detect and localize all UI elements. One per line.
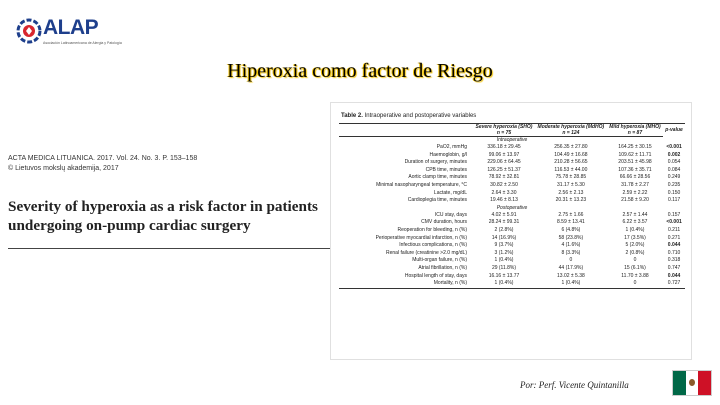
moderate-value: 256.35 ± 27.80 xyxy=(554,144,588,150)
severe-value: 16.16 ± 13.77 xyxy=(488,272,520,279)
row-label: Multi-organ failure, n (%) xyxy=(412,257,467,264)
row-label: Haemoglobin, g/l xyxy=(429,151,467,158)
row-label: CMV duration, hours xyxy=(421,219,467,226)
p-value: 0.211 xyxy=(667,226,681,233)
severe-value: 19.46 ± 8.13 xyxy=(490,197,518,204)
mild-value: 5 (2.0%) xyxy=(625,242,645,249)
moderate-value: 31.17 ± 5.30 xyxy=(557,181,585,188)
mild-value: 17 (3.5%) xyxy=(624,234,646,241)
row-label: Infectious complications, n (%) xyxy=(399,242,467,249)
mild-value: 15 (6.1%) xyxy=(624,264,646,271)
p-value: 0.235 xyxy=(667,181,681,188)
severe-value: 336.18 ± 29.45 xyxy=(487,144,521,150)
variables-table xyxy=(339,123,685,289)
moderate-value: 8 (3.3%) xyxy=(561,249,581,256)
p-value: 0.727 xyxy=(663,280,685,288)
mild-value: 2.57 ± 1.44 xyxy=(622,211,648,218)
table-row xyxy=(339,219,685,227)
slide-title xyxy=(0,60,720,83)
mild-value: 2 (0.8%) xyxy=(625,249,645,256)
p-value: 0.157 xyxy=(667,211,681,218)
table-row xyxy=(339,250,685,258)
table-row xyxy=(339,182,685,190)
p-value: 0.249 xyxy=(667,174,681,181)
row-label: Hospital length of stay, days xyxy=(404,272,467,279)
header-pvalue: p-value xyxy=(663,124,685,137)
section-postoperative xyxy=(339,205,685,212)
p-value: 0.710 xyxy=(667,249,681,256)
p-value: 0.150 xyxy=(667,189,681,196)
p-value: <0.001 xyxy=(666,219,682,226)
flag-stripe-white xyxy=(686,371,699,395)
mild-value: 21.58 ± 9.20 xyxy=(621,197,649,204)
mild-value: 107.36 ± 35.71 xyxy=(618,166,652,173)
table-row xyxy=(339,242,685,250)
p-value: 0.318 xyxy=(667,257,681,264)
mild-value: 109.62 ± 11.71 xyxy=(618,151,652,158)
p-value: 0.054 xyxy=(667,159,681,166)
table-row xyxy=(339,152,685,160)
severe-value: 28.24 ± 99.31 xyxy=(488,219,520,226)
severe-value: 229.06 ± 64.45 xyxy=(487,159,521,166)
moderate-value: 8.59 ± 13.41 xyxy=(557,219,585,226)
p-value: 0.084 xyxy=(667,166,681,173)
severe-value: 78.92 ± 32.81 xyxy=(488,174,520,181)
author-credit: Por: Perf. Vicente Quintanilla xyxy=(520,380,629,390)
table-row xyxy=(339,280,685,288)
journal-line-1: ACTA MEDICA LITUANICA. 2017. Vol. 24. No. 3. P. 153–158 xyxy=(8,155,198,162)
p-value: 0.002 xyxy=(667,151,681,158)
logo-text: ALAP xyxy=(43,16,99,39)
p-value: <0.001 xyxy=(666,144,682,150)
row-label: Renal failure (creatinine >2.0 mg/dL) xyxy=(385,249,467,256)
severe-value: 99.06 ± 13.97 xyxy=(488,151,520,158)
moderate-value: 58 (23.8%) xyxy=(558,234,584,241)
slide-title-text: Hiperoxia como factor de Riesgo xyxy=(227,60,493,82)
header-mild: Mild hyperoxia (MHO) xyxy=(607,124,663,131)
mild-value: 31.78 ± 2.27 xyxy=(621,181,649,188)
moderate-value: 4 (1.6%) xyxy=(561,242,581,249)
severe-value: 9 (3.7%) xyxy=(494,242,514,249)
table-row xyxy=(339,227,685,235)
severe-value: 30.82 ± 2.50 xyxy=(490,181,518,188)
p-value: 0.271 xyxy=(667,234,681,241)
table-row xyxy=(339,265,685,273)
row-label: PaO2, mmHg xyxy=(436,144,467,150)
severe-value: 1 (0.4%) xyxy=(473,280,535,288)
table-caption-number: Table 2. xyxy=(341,113,363,119)
p-value: 0.044 xyxy=(667,272,681,279)
severe-value: 1 (0.4%) xyxy=(494,257,514,264)
severe-value: 14 (16.9%) xyxy=(491,234,517,241)
section-intraoperative xyxy=(339,137,685,145)
table-row xyxy=(339,190,685,198)
table-caption xyxy=(341,113,476,119)
severe-value: 2.64 ± 3.30 xyxy=(491,189,517,196)
severe-value: 126.25 ± 51.37 xyxy=(487,166,521,173)
moderate-value: 2.56 ± 2.13 xyxy=(558,189,584,196)
table-row xyxy=(339,174,685,182)
table-row xyxy=(339,167,685,175)
mild-value: 6.22 ± 3.57 xyxy=(622,219,648,226)
row-label: Perioperative myocardial infarction, n (%) xyxy=(375,234,467,241)
logo-tagline: Asociación Latinoamericana de Alergia y Patología xyxy=(43,41,122,45)
logo-emblem-icon xyxy=(14,16,44,46)
moderate-value: 6 (4.8%) xyxy=(561,226,581,233)
table-row xyxy=(339,144,685,152)
journal-citation xyxy=(8,154,197,174)
alap-logo xyxy=(14,14,122,48)
mild-value: 2.59 ± 2.22 xyxy=(622,189,648,196)
row-label: ICU stay, days xyxy=(434,211,467,218)
moderate-value: 20.31 ± 13.23 xyxy=(555,197,587,204)
mild-value: 66.66 ± 28.56 xyxy=(619,174,651,181)
table-row xyxy=(339,197,685,205)
moderate-value: 116.53 ± 44.00 xyxy=(554,166,588,173)
mild-value: 11.70 ± 3.88 xyxy=(621,272,649,279)
mild-value: 1 (0.4%) xyxy=(625,226,645,233)
severe-value: 29 (11.8%) xyxy=(491,264,517,271)
table-row xyxy=(339,159,685,167)
table-row xyxy=(339,212,685,220)
moderate-value: 210.28 ± 56.65 xyxy=(554,159,588,166)
row-label: Minimal nasopharyngeal temperature, °C xyxy=(376,181,467,188)
p-value: 0.117 xyxy=(667,197,681,204)
journal-line-2: © Lietuvos mokslų akademija, 2017 xyxy=(8,165,119,172)
row-label: Reoperation for bleeding, n (%) xyxy=(397,226,467,233)
row-label: Lactate, mg/dL xyxy=(433,189,467,196)
header-moderate: Moderate hyperoxia (MdHO) xyxy=(535,124,607,131)
row-label: Duration of surgery, minutes xyxy=(404,159,467,166)
moderate-value: 1 (0.4%) xyxy=(535,280,607,288)
p-value: 0.747 xyxy=(667,264,681,271)
table-caption-text: Intraoperative and postoperative variables xyxy=(362,113,477,119)
moderate-value: 104.49 ± 16.68 xyxy=(554,151,588,158)
header-n-mild: n = 87 xyxy=(607,130,663,137)
table-row xyxy=(339,257,685,265)
header-n-moderate: n = 124 xyxy=(535,130,607,137)
mild-value: 203.51 ± 45.98 xyxy=(618,159,652,166)
table-row xyxy=(339,235,685,243)
mexico-flag-icon xyxy=(672,370,712,396)
severe-value: 4.02 ± 5.91 xyxy=(491,211,517,218)
section-label: Intraoperative xyxy=(496,137,528,143)
row-label: Aortic clamp time, minutes xyxy=(408,174,467,181)
flag-emblem-icon xyxy=(689,379,695,386)
paper-title: Severity of hyperoxia as a risk factor in patients undergoing on-pump cardiac surgery xyxy=(8,198,318,234)
header-severe: Severe hyperoxia (SHO) xyxy=(473,124,535,131)
table-excerpt xyxy=(330,102,692,360)
paper-divider xyxy=(8,248,334,249)
header-n-severe: n = 75 xyxy=(473,130,535,137)
mild-value: 164.25 ± 30.15 xyxy=(618,144,652,150)
mild-value: 0 xyxy=(607,280,663,288)
flag-stripe-red xyxy=(698,371,711,395)
table-row xyxy=(339,273,685,281)
section-label: Postoperative xyxy=(496,204,528,211)
p-value: 0.044 xyxy=(667,242,681,249)
row-label: Cardioplegia time, minutes xyxy=(407,197,467,204)
moderate-value: 44 (17.9%) xyxy=(558,264,584,271)
mild-value: 0 xyxy=(633,257,637,264)
moderate-value: 2.75 ± 1.66 xyxy=(558,211,584,218)
row-label: Mortality, n (%) xyxy=(339,280,473,288)
moderate-value: 13.02 ± 5.38 xyxy=(557,272,585,279)
row-label: Atrial fibrillation, n (%) xyxy=(418,264,467,271)
flag-stripe-green xyxy=(673,371,686,395)
moderate-value: 0 xyxy=(569,257,573,264)
moderate-value: 75.78 ± 28.85 xyxy=(555,174,587,181)
severe-value: 2 (2.8%) xyxy=(494,226,514,233)
severe-value: 3 (1.2%) xyxy=(494,249,514,256)
row-label: CPB time, minutes xyxy=(425,166,467,173)
